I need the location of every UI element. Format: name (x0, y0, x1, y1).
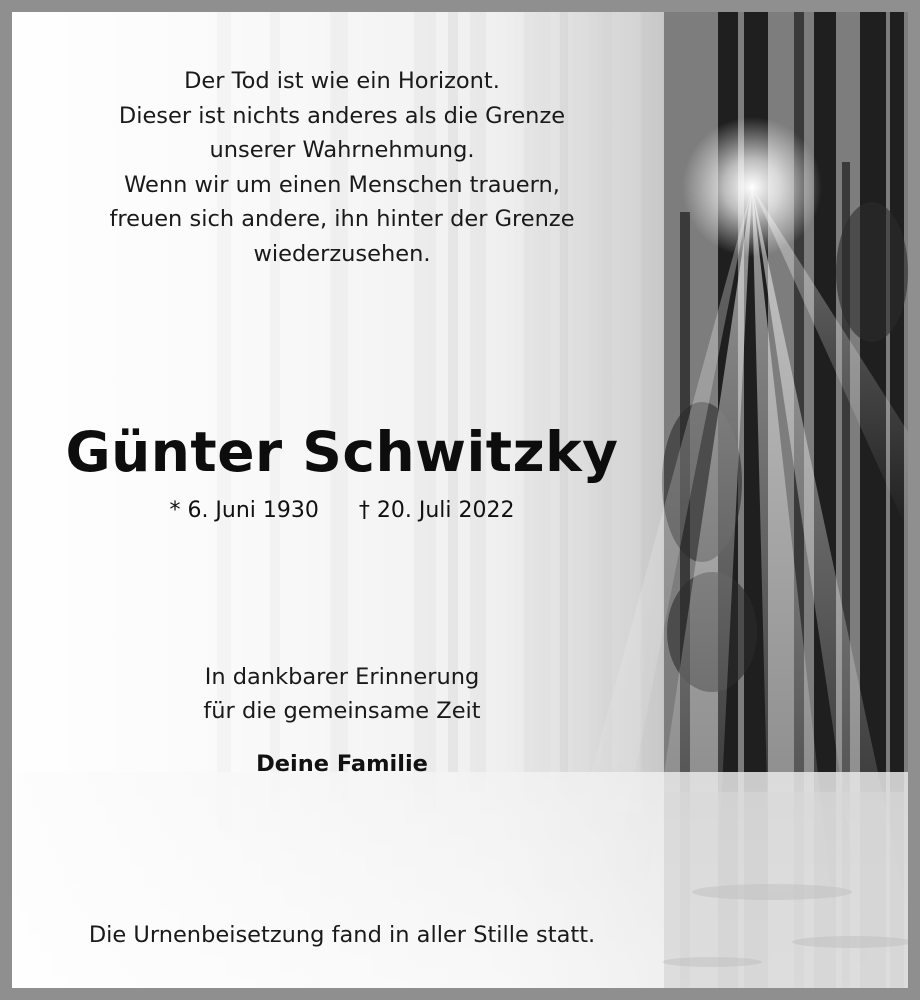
deceased-name: Günter Schwitzky (65, 420, 619, 484)
remembrance-line: für die gemeinsame Zeit (203, 698, 481, 724)
poem-line: wiederzusehen. (253, 240, 431, 267)
remembrance-line: In dankbarer Erinnerung (204, 664, 480, 690)
poem-line: Dieser ist nichts anderes als die Grenze (118, 102, 566, 129)
life-dates (12, 495, 672, 527)
poem-line: unserer Wahrnehmung. (209, 137, 475, 163)
poem (12, 64, 672, 271)
burial-notice: Die Urnenbeisetzung fand in aller Stille statt. (88, 922, 596, 948)
remembrance (12, 660, 672, 728)
death-date: † 20. Juli 2022 (358, 498, 515, 523)
poem-line: Der Tod ist wie ein Horizont. (184, 68, 500, 94)
birth-date: * 6. Juni 1930 (169, 498, 319, 523)
obituary-text (12, 12, 672, 988)
poem-line: freuen sich andere, ihn hinter der Grenze (109, 206, 575, 232)
family-signature: Deine Familie (256, 751, 428, 777)
poem-line: Wenn wir um einen Menschen trauern, (124, 171, 560, 198)
